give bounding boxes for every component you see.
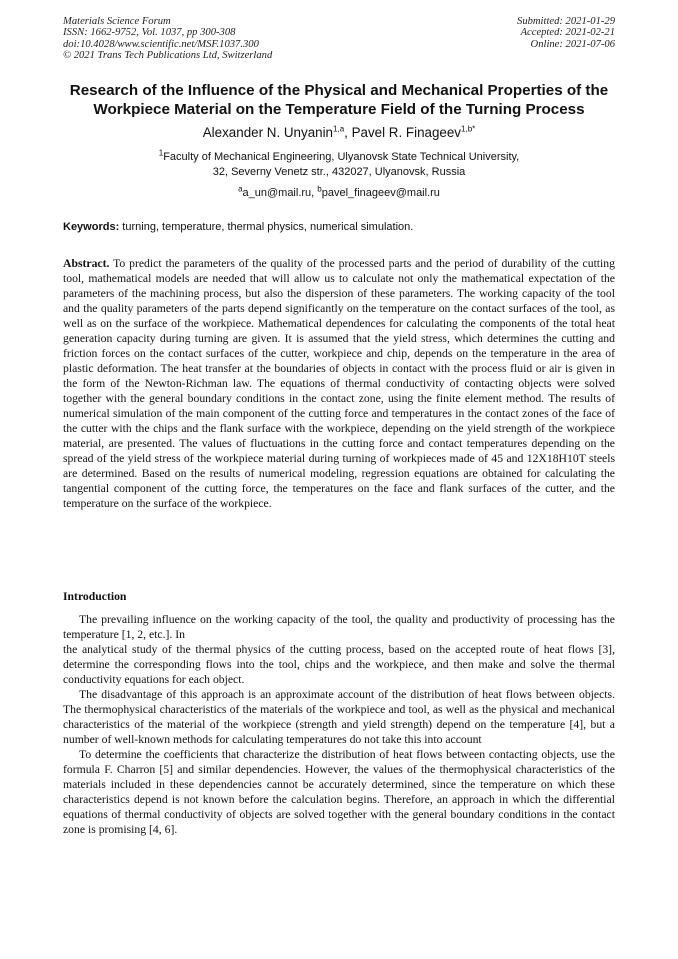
email-superscript: b bbox=[317, 184, 322, 194]
author-separator: , bbox=[344, 125, 352, 140]
email-link[interactable]: pavel_finageev@mail.ru bbox=[321, 187, 440, 199]
author-superscript: 1,b* bbox=[461, 124, 476, 134]
paragraph: The prevailing influence on the working capacity of the tool, the quality and productivity of processing has the temperature [1, 2, etc.]. In bbox=[63, 613, 615, 641]
introduction-body bbox=[63, 612, 615, 837]
affiliation bbox=[40, 150, 638, 179]
author-name: Alexander N. Unyanin bbox=[202, 125, 334, 140]
keywords bbox=[63, 220, 615, 234]
author-emails bbox=[40, 186, 638, 200]
online-date: Online: 2021-07-06 bbox=[530, 38, 615, 50]
publication-dates bbox=[517, 16, 615, 50]
abstract-label: Abstract. bbox=[63, 257, 110, 270]
abstract-text: To predict the parameters of the quality of the processed parts and the period of durability of the cutting tool, mathematical models are needed that will allow us to calculate not only the mathematical expectation of the parameters of the machining process, but also the dispersion of these parameters. The working capacity of the tool and the quality parameters of the parts depend significantly on the temperature on the contact surfaces of the tool, as well as on the surface of the workpiece. Mathematical dependences for calculating the components of the total heat generation capacity during turning are given. It is assumed that the yield stress, which determines the cutting and friction forces on the contact surfaces of the cutter, workpiece and chip, depends on the temperature in the area of plastic deformation. The heat transfer at the boundaries of objects in contact with the process fluid or air is given in the form of the Newton-Richman law. The equations of thermal conductivity of contacting objects were solved together with the general boundary conditions in the contact zone, using the finite element method. The results of numerical simulation of the main component of the cutting force and temperatures in the contact zones of the face of the cutter with the chips and the flank surface with the workpiece, depending on the yield strength of the workpiece material, are presented. The values of fluctuations in the cutting force and contact temperatures depending on the spread of the yield stress of the workpiece material during turning of workpieces made of 45 and 12X18H10T steels are determined. Based on the results of numerical modeling, regression equations are obtained for calculating the tangential component of the cutting force, the temperatures on the face and flank surfaces of the cutter, and the temperature on the surface of the workpiece. bbox=[63, 257, 615, 510]
affiliation-superscript: 1 bbox=[158, 148, 164, 158]
keywords-text: turning, temperature, thermal physics, numerical simulation. bbox=[119, 221, 414, 233]
paragraph: The disadvantage of this approach is an approximate account of the distribution of heat flows between objects. The thermophysical characteristics of the materials of the workpiece and tool, as well as the physical and mechanical characteristics of the material of the workpiece (strength and yield strength) depend on the temperature [4], but a number of well-known methods for calculating temperatures do not take this into account bbox=[63, 688, 615, 746]
author-superscript: 1,a bbox=[333, 124, 345, 134]
author-name: Pavel R. Finageev bbox=[351, 125, 462, 140]
section-heading: Introduction bbox=[63, 590, 127, 603]
journal-copyright: © 2021 Trans Tech Publications Ltd, Switzerland bbox=[63, 50, 273, 62]
journal-doi[interactable]: doi:10.4028/www.scientific.net/MSF.1037.300 bbox=[63, 38, 259, 50]
paragraph: the analytical study of the thermal physics of the cutting process, based on the accepted route of heat flows [3], determine the corresponding flows into the tool, chips and the workpiece, and then make and solve the thermal conductivity equations for each object. bbox=[63, 643, 615, 686]
keywords-label: Keywords: bbox=[63, 221, 120, 233]
affiliation-line: Faculty of Mechanical Engineering, Ulyanovsk State Technical University, bbox=[163, 151, 520, 163]
journal-info bbox=[63, 16, 272, 62]
abstract bbox=[63, 256, 615, 511]
submitted-date: Submitted: 2021-01-29 bbox=[517, 16, 615, 27]
journal-name: Materials Science Forum bbox=[63, 16, 171, 27]
paper-title: Research of the Influence of the Physical and Mechanical Properties of the Workpiece Material on the Temperature Field of the Turning Process bbox=[69, 82, 609, 118]
paragraph: To determine the coefficients that characterize the distribution of heat flows between contacting objects, use the formula F. Charron [5] and similar dependencies. However, the values of the thermophysical characteristics of the materials included in these dependencies cannot be accurately determined, since the temperature on which these characteristics depend is not known before the calculation begins. Therefore, an approach in which the differential equations of thermal conductivity of objects are solved together with the general boundary conditions in the contact zone is promising [4, 6]. bbox=[63, 748, 615, 836]
author-list bbox=[40, 124, 638, 141]
email-link[interactable]: a_un@mail.ru, bbox=[242, 187, 318, 199]
accepted-date: Accepted: 2021-02-21 bbox=[520, 27, 615, 39]
journal-issn: ISSN: 1662-9752, Vol. 1037, pp 300-308 bbox=[63, 27, 236, 39]
affiliation-line: 32, Severny Venetz str., 432027, Ulyanovsk, Russia bbox=[212, 165, 466, 178]
email-superscript: a bbox=[238, 184, 243, 194]
